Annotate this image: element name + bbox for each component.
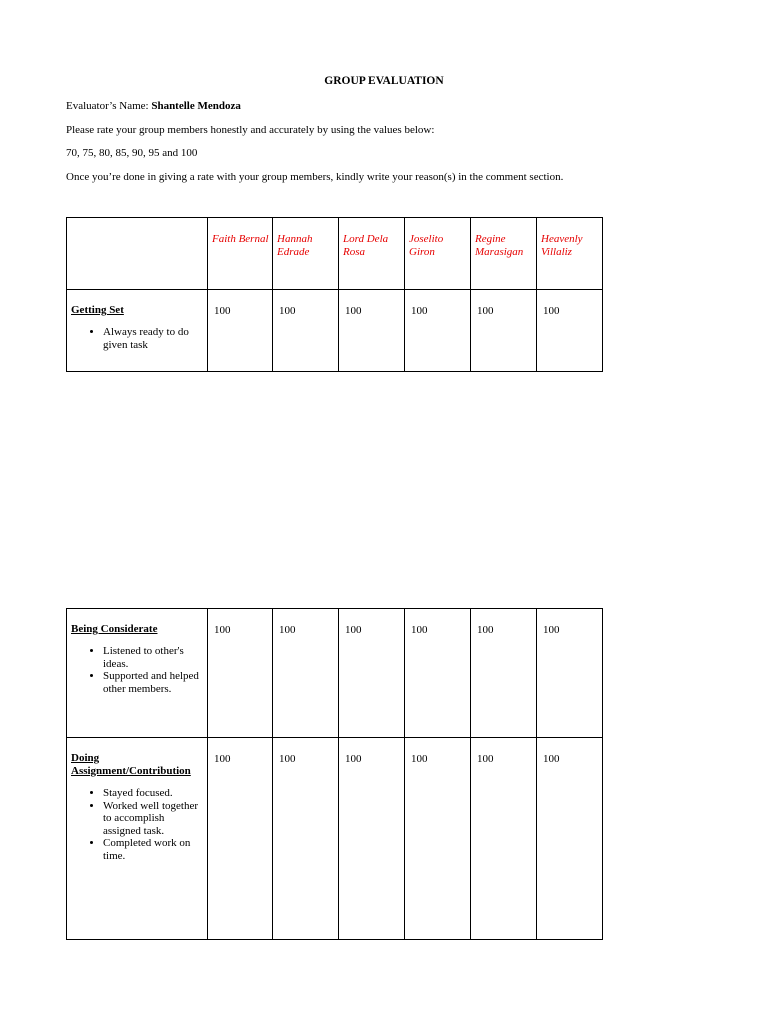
- member-header-row: [67, 218, 603, 290]
- score-cell: 100: [208, 738, 273, 940]
- score-cell: 100: [273, 609, 339, 738]
- criterion-bullets: [71, 645, 203, 695]
- bullet-item: • Always ready to do given task: [103, 326, 203, 351]
- header-blank-cell: [67, 218, 208, 290]
- score-cell: 100: [405, 609, 471, 738]
- member-name: Joselito Giron: [405, 218, 471, 290]
- evaluator-label: Evaluator’s Name:: [66, 100, 152, 112]
- member-name: Faith Bernal: [208, 218, 273, 290]
- bullet-item: • Stayed focused.: [103, 787, 203, 800]
- score-cell: 100: [471, 738, 537, 940]
- score-cell: 100: [537, 738, 603, 940]
- evaluator-name: Shantelle Mendoza: [151, 100, 241, 112]
- criterion-row: [67, 738, 603, 940]
- criterion-title: Doing Assignment/Contribution: [71, 752, 191, 777]
- member-name: Lord Dela Rosa: [339, 218, 405, 290]
- criterion-bullets: [71, 326, 203, 351]
- criterion-row: [67, 609, 603, 738]
- bullet-item: • Completed work on time.: [103, 837, 203, 862]
- evaluator-line: [66, 100, 241, 112]
- member-name: Regine Marasigan: [471, 218, 537, 290]
- score-cell: 100: [537, 609, 603, 738]
- page-title: GROUP EVALUATION: [324, 75, 444, 87]
- comment-instruction: Once you’re done in giving a rate with your group members, kindly write your reason(s) in the comment section.: [66, 171, 564, 183]
- bullet-item: • Listened to other's ideas.: [103, 645, 203, 670]
- bullet-item: • Worked well together to accomplish assigned task.: [103, 800, 203, 838]
- criterion-cell: [67, 290, 208, 372]
- score-cell: 100: [339, 609, 405, 738]
- score-cell: 100: [339, 738, 405, 940]
- criterion-cell: [67, 738, 208, 940]
- score-cell: 100: [208, 609, 273, 738]
- member-name: Heavenly Villaliz: [537, 218, 603, 290]
- member-name: Hannah Edrade: [273, 218, 339, 290]
- criterion-title: Being Considerate: [71, 623, 158, 635]
- score-cell: 100: [405, 738, 471, 940]
- instruction-text: Please rate your group members honestly and accurately by using the values below:: [66, 124, 435, 136]
- bullet-item: • Supported and helped other members.: [103, 670, 203, 695]
- criterion-row: [67, 290, 603, 372]
- score-cell: 100: [273, 290, 339, 372]
- score-cell: 100: [537, 290, 603, 372]
- score-cell: 100: [471, 609, 537, 738]
- evaluation-table-top: [66, 217, 603, 372]
- criterion-cell: [67, 609, 208, 738]
- criterion-title: Getting Set: [71, 304, 124, 316]
- score-cell: 100: [471, 290, 537, 372]
- score-cell: 100: [339, 290, 405, 372]
- score-cell: 100: [405, 290, 471, 372]
- score-cell: 100: [208, 290, 273, 372]
- criterion-bullets: [71, 787, 203, 862]
- score-cell: 100: [273, 738, 339, 940]
- rating-values: 70, 75, 80, 85, 90, 95 and 100: [66, 147, 198, 159]
- evaluation-table-bottom: [66, 608, 603, 940]
